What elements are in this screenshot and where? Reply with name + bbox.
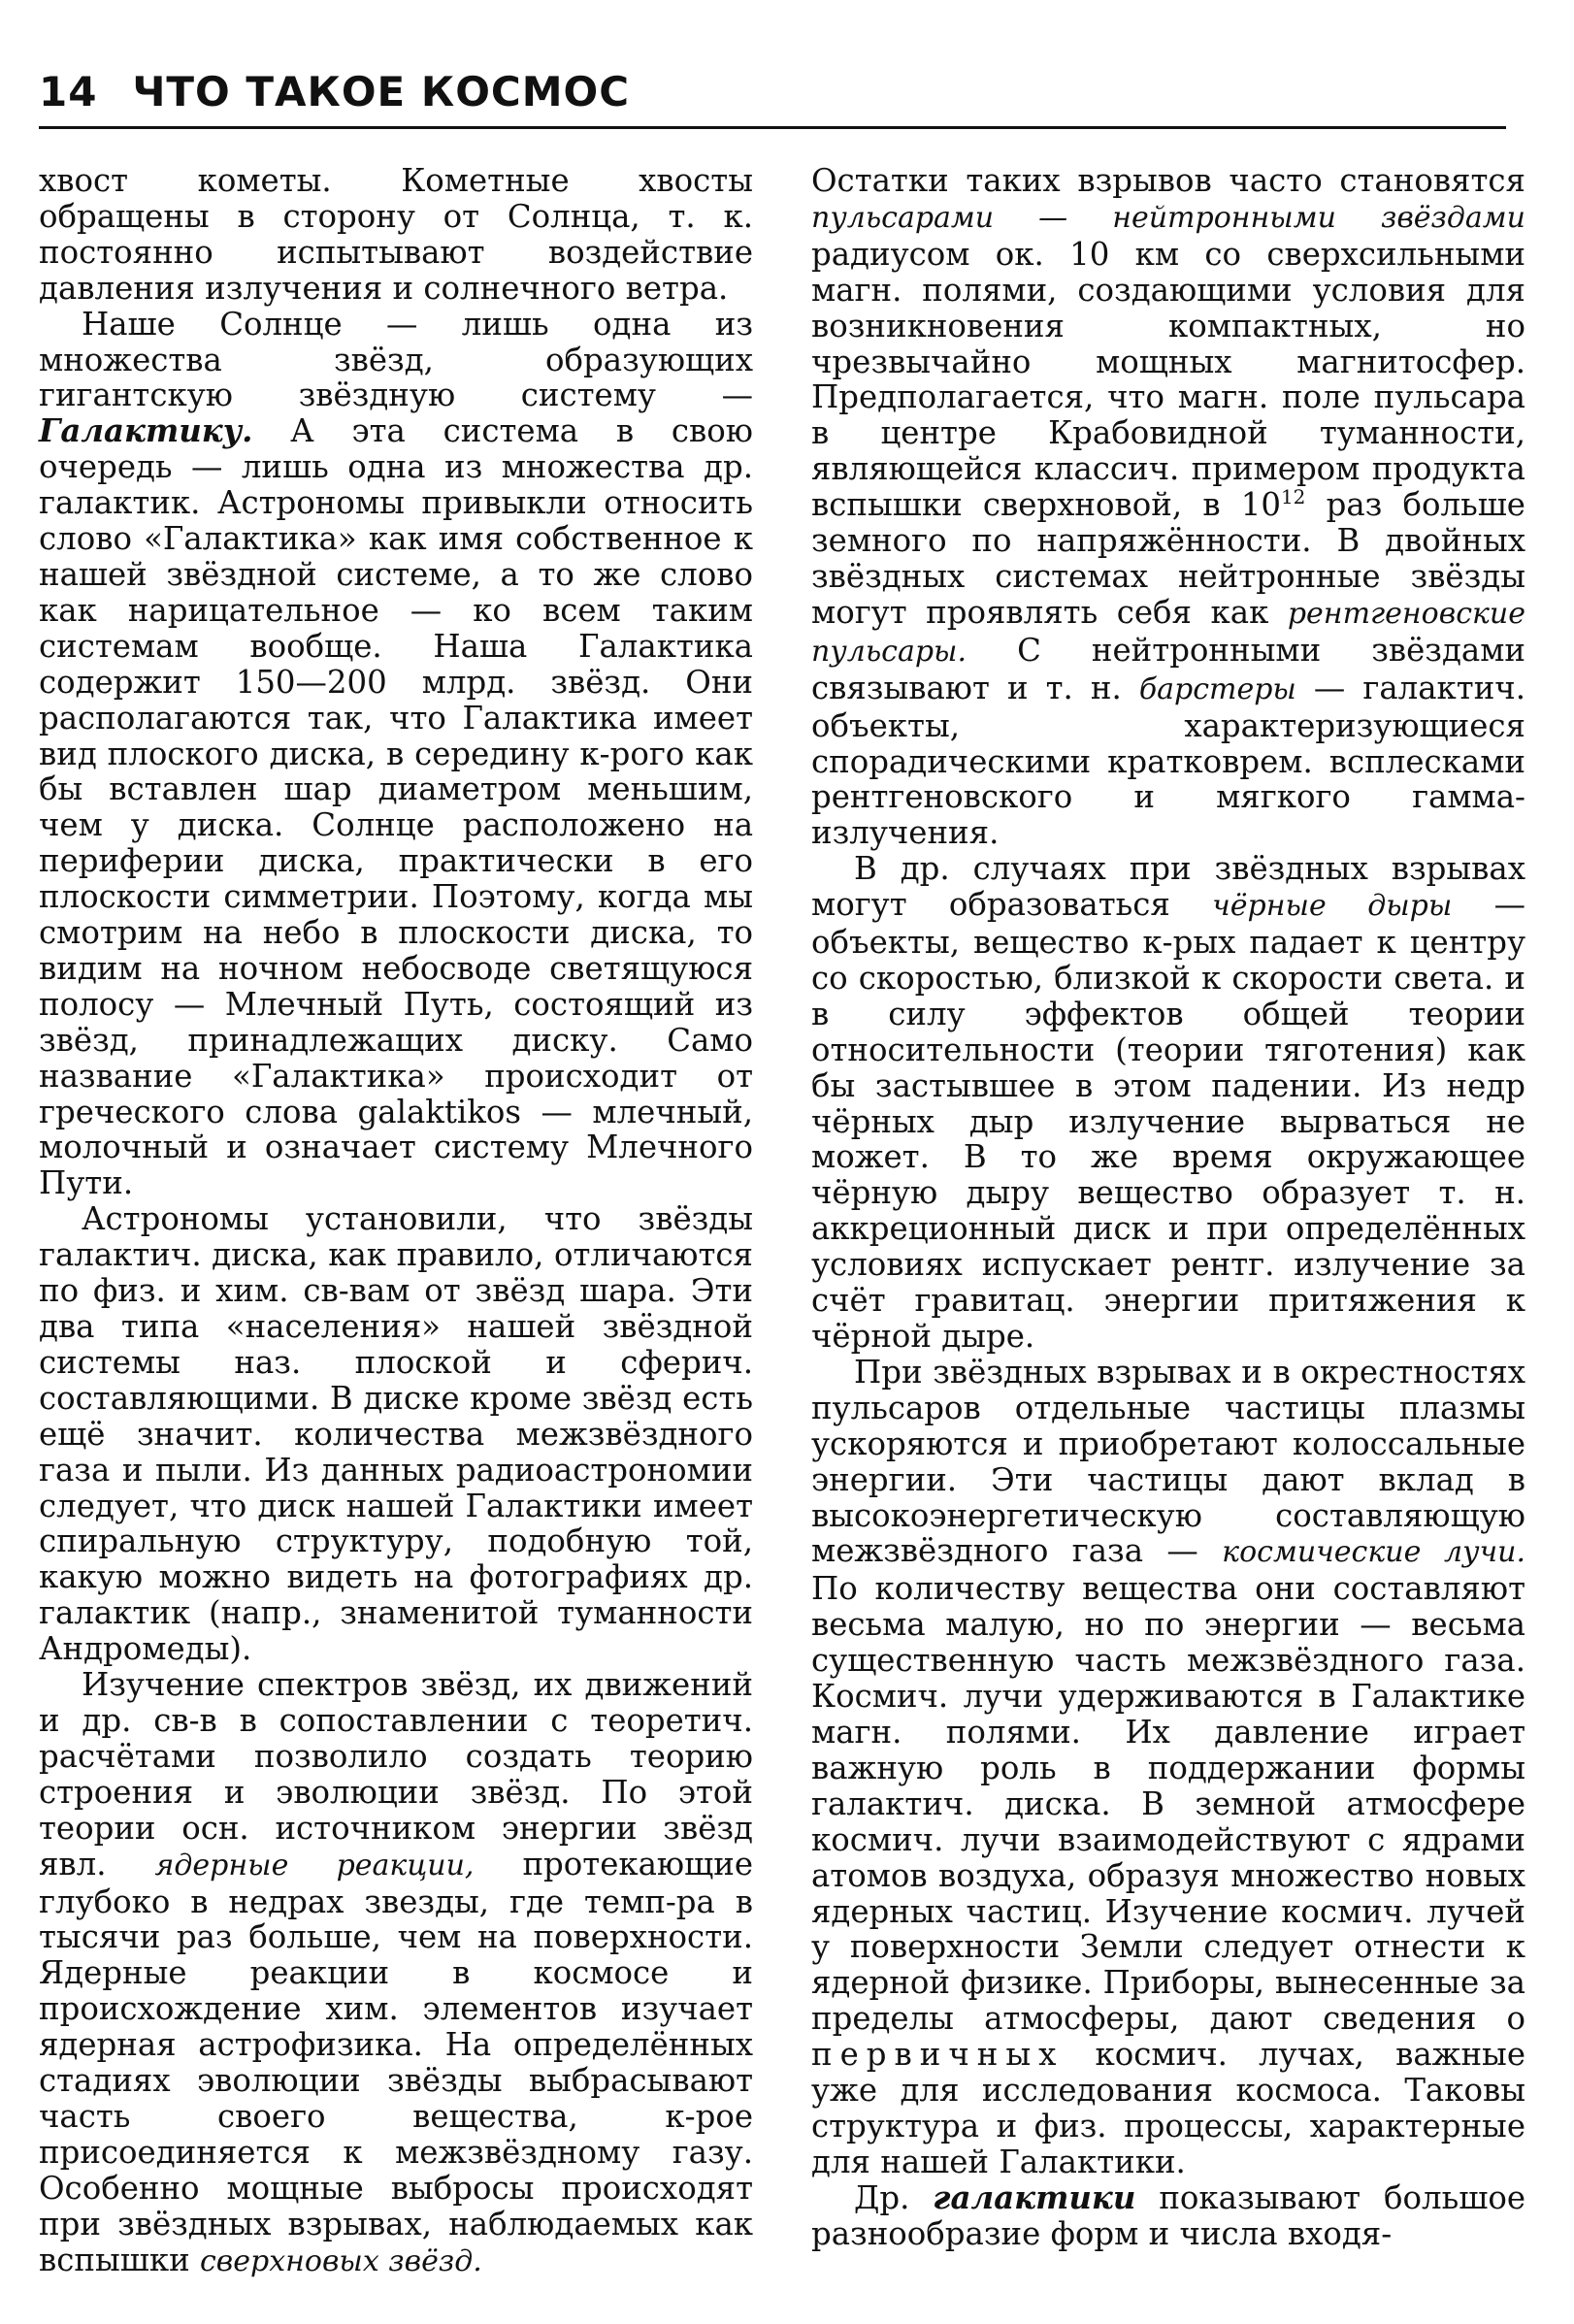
left-column xyxy=(39,163,753,2279)
paragraph: Остатки таких взрывов часто становятся пульсарами — нейтронными звёздами радиусом ок. 10 км со сверхсильными магн. полями, создающими условия для возникновения компактных, но чрезвычайно мощных магнитосфер. Предполагается, что магн. поле пульсара в центре Крабовидной туманности, являющейся классич. примером продукта вспышки сверхновой, в $10^{12}$ раз больше земного по напряжённости. В двойных звёздных системах нейтронные звёзды могут проявлять себя как рентгеновские пульсары. С нейтронными звёздами связывают и т. н. барстеры — галактич. объекты, характеризующиеся спорадическими кратковрем. всплесками рентгеновского и мягкого гамма-излучения. xyxy=(811,162,1525,852)
paragraph: Др. галактики показывают большое разнообразие форм и числа входя- xyxy=(811,2178,1525,2252)
paragraph: В др. случаях при звёздных взрывах могут образоваться чёрные дыры — объекты, вещество к-рых падает к центру со скоростью, близкой к скорости света. и в силу эффектов общей теории относительности (теории тяготения) как бы застывшее в этом падении. Из недр чёрных дыр излучение вырваться не может. В то же время окружающее чёрную дыру вещество образует т. н. аккреционный диск и при определённых условиях испускает рентг. излучение за счёт гравитац. энергии притяжения к чёрной дыре. xyxy=(811,850,1525,1355)
paragraph: Наше Солнце — лишь одна из множества звёзд, образующих гигантскую звёздную систему — Галактику. А эта система в свою очередь — лишь одна из множества др. галактик. Астрономы привыкли относить слово «Галактика» как имя собственное к нашей звёздной системе, а то же слово как нарицательное — ко всем таким системам вообще. Наша Галактика содержит 150—200 млрд. звёзд. Они располагаются так, что Галактика имеет вид плоского диска, в середину к-рого как бы вставлен шар диаметром меньшим, чем у диска. Солнце расположено на периферии диска, практически в его плоскости симметрии. Поэтому, когда мы смотрим на небо в плоскости диска, то видим на ночном небосводе светящуюся полосу — Млечный Путь, состоящий из звёзд, принадлежащих диску. Само название «Галактика» происходит от греческого слова galaktikos — млечный, молочный и означает систему Млечного Пути. xyxy=(39,305,753,1202)
paragraph: При звёздных взрывах и в окрестностях пульсаров отдельные частицы плазмы ускоряются и приобретают колоссальные энергии. Эти частицы дают вклад в высокоэнергетическую составляющую межзвёздного газа — космические лучи. По количеству вещества они составляют весьма малую, но по энергии — весьма существенную часть межзвёздного газа. Космич. лучи удерживаются в Галактике магн. полями. Их давление играет важную роль в поддержании формы галактич. диска. В земной атмосфере космич. лучи взаимодействуют с ядрами атомов воздуха, образуя множество новых ядерных частиц. Изучение космич. лучей у поверхности Земли следует отнести к ядерной физике. Приборы, вынесенные за пределы атмосферы, дают сведения о первичных космич. лучах, важные уже для исследования космоса. Таковы структура и физ. процессы, характерные для нашей Галактики. xyxy=(811,1353,1525,2180)
paragraph: хвост кометы. Кометные хвосты обращены в сторону от Солнца, т. к. постоянно испытывают воздействие давления излучения и солнечного ветра. xyxy=(39,162,753,307)
section-title: ЧТО ТАКОЕ КОСМОС xyxy=(132,68,631,115)
term-pulsars: пульсарами — нейтронными звёздами xyxy=(811,200,1525,235)
term-supernovae: сверхновых звёзд. xyxy=(200,2243,482,2278)
term-bursters: барстеры xyxy=(1138,671,1296,706)
term-galaxy: Галактику. xyxy=(39,412,253,450)
paragraph: Астрономы установили, что звёзды галактич. диска, как правило, отличаются по физ. и хим. св-вам от звёзд шара. Эти два типа «населения» нашей звёздной системы наз. плоской и сферич. составляющими. В диске кроме звёзд есть ещё значит. количества межзвёздного газа и пыли. Из данных радиоастрономии следует, что диск нашей Галактики имеет спиральную структуру, подобную той, какую можно видеть на фотографиях др. галактик (напр., знаменитой туманности Андромеды). xyxy=(39,1200,753,1668)
header-rule xyxy=(39,126,1506,129)
term-galaxies: галактики xyxy=(933,2178,1136,2216)
page-number: 14 xyxy=(39,68,98,115)
term-xray-pulsars: рентгеновские пульсары. xyxy=(811,596,1525,669)
exponent: 12 xyxy=(1280,485,1306,509)
right-column xyxy=(811,163,1525,2252)
term-black-holes: чёрные дыры xyxy=(1212,889,1453,924)
term-nuclear-reactions: ядерные реакции, xyxy=(154,1848,475,1882)
term-cosmic-rays: космические лучи. xyxy=(1222,1535,1525,1570)
running-header xyxy=(39,68,630,115)
spaced-word: первичных xyxy=(811,2036,1065,2074)
paragraph: Изучение спектров звёзд, их движений и др. св-в в сопоставлении с теоретич. расчётами позволило создать теорию строения и эволюции звёзд. По этой теории осн. источником энергии звёзд явл. ядерные реакции, протекающие глубоко в недрах звезды, где темп-ра в тысячи раз больше, чем на поверхности. Ядерные реакции в космосе и происхождение хим. элементов изучает ядерная астрофизика. На определённых стадиях эволюции звёзды выбрасывают часть своего вещества, к-рое присоединяется к межзвёздному газу. Особенно мощные выбросы происходят при звёздных взрывах, наблюдаемых как вспышки сверхновых звёзд. xyxy=(39,1666,753,2278)
